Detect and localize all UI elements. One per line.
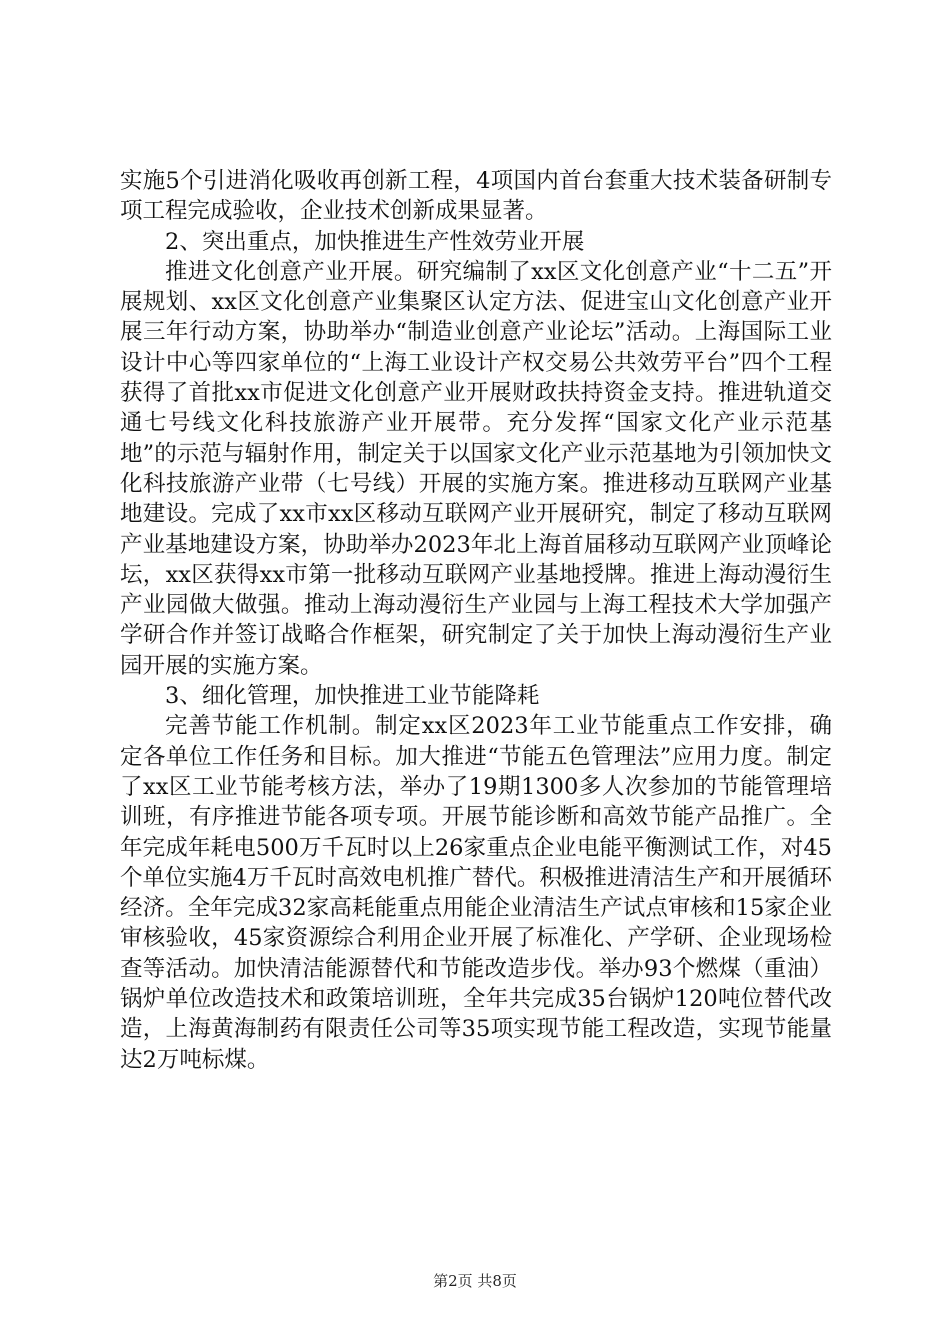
page-number-footer: 第2页 共8页 [433,1272,517,1290]
section-heading-2: 2、突出重点，加快推进生产性效劳业开展 [165,228,585,255]
section-heading-3: 3、细化管理，加快推进工业节能降耗 [165,683,540,710]
paragraph-cultural-creative: 推进文化创意产业开展。研究编制了xx区文化创意产业“十二五”开展规划、xx区文化创意产业集聚区认定方法、促进宝山文化创意产业开展三年行动方案，协助举办“制造业创意产业论坛”活动。上海国际工业设计中心等四家单位的“上海工业设计产权交易公共效劳平台”四个工程获得了首批xx市促进文化创意产业开展财政扶持资金支持。推进轨道交通七号线文化科技旅游产业开展带。充分发挥“国家文化产业示范基地”的示范与辐射作用，制定关于以国家文化产业示范基地为引领加快文化科技旅游产业带（七号线）开展的实施方案。推进移动互联网产业基地建设。完成了xx市xx区移动互联网产业开展研究，制定了移动互联网产业基地建设方案，协助举办2023年北上海首届移动互联网产业顶峰论坛，xx区获得xx市第一批移动互联网产业基地授牌。推进上海动漫衍生产业园做大做强。推动上海动漫衍生产业园与上海工程技术大学加强产学研合作并签订战略合作框架，研究制定了关于加快上海动漫衍生产业园开展的实施方案。 [120,258,832,679]
document-body [120,166,832,1075]
paragraph-continuation: 实施5个引进消化吸收再创新工程，4项国内首台套重大技术装备研制专项工程完成验收，企业技术创新成果显著。 [120,168,832,225]
paragraph-energy-saving: 完善节能工作机制。制定xx区2023年工业节能重点工作安排，确定各单位工作任务和目标。加大推进“节能五色管理法”应用力度。制定了xx区工业节能考核方法，举办了19期1300多人次参加的节能管理培训班，有序推进节能各项专项。开展节能诊断和高效节能产品推广。全年完成年耗电500万千瓦时以上26家重点企业电能平衡测试工作，对45个单位实施4万千瓦时高效电机推广替代。积极推进清洁生产和开展循环经济。全年完成32家高耗能重点用能企业清洁生产试点审核和15家企业审核验收，45家资源综合利用企业开展了标准化、产学研、企业现场检查等活动。加快清洁能源替代和节能改造步伐。举办93个燃煤（重油）锅炉单位改造技术和政策培训班，全年共完成35台锅炉120吨位替代改造，上海黄海制药有限责任公司等35项实现节能工程改造，实现节能量达2万吨标煤。 [120,713,832,1073]
